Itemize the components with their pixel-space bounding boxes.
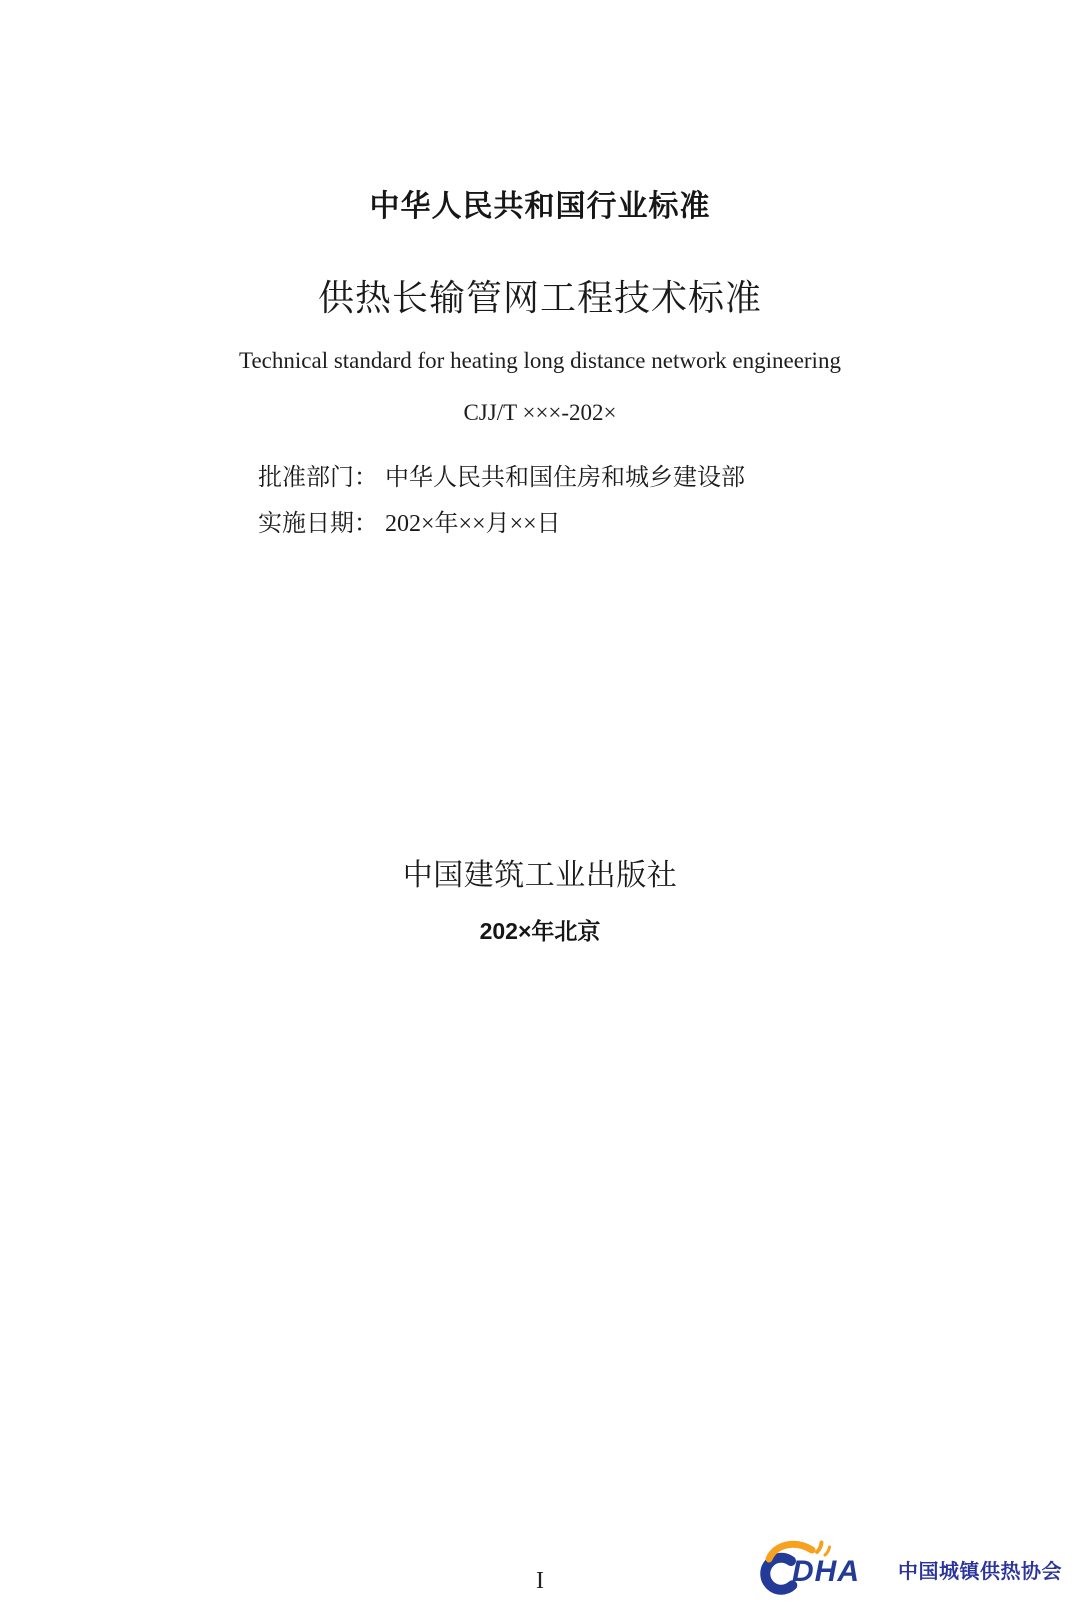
cdha-logo-orgname: 中国城镇供热协会	[898, 1561, 1062, 1583]
english-title: Technical standard for heating long distance network engineering	[239, 348, 841, 373]
standard-number: CJJ/T ×××-202×	[463, 400, 617, 425]
implementation-line	[258, 508, 745, 554]
cdha-logo	[758, 1540, 1068, 1604]
header-title: 中华人民共和国行业标准	[369, 190, 711, 223]
implementation-label: 实施日期：	[258, 511, 378, 537]
approval-line	[258, 462, 745, 508]
meta-block	[258, 462, 745, 554]
approval-label: 批准部门：	[258, 465, 378, 491]
publisher-name: 中国建筑工业出版社	[402, 859, 678, 892]
page-number: I	[536, 1568, 544, 1594]
approval-value: 中华人民共和国住房和城乡建设部	[385, 465, 745, 491]
main-title: 供热长输管网工程技术标准	[317, 278, 762, 318]
implementation-value: 202×年××月××日	[385, 511, 561, 537]
cdha-logo-acronym: DHA	[792, 1555, 860, 1588]
publish-year-city: 202×年北京	[479, 918, 601, 944]
